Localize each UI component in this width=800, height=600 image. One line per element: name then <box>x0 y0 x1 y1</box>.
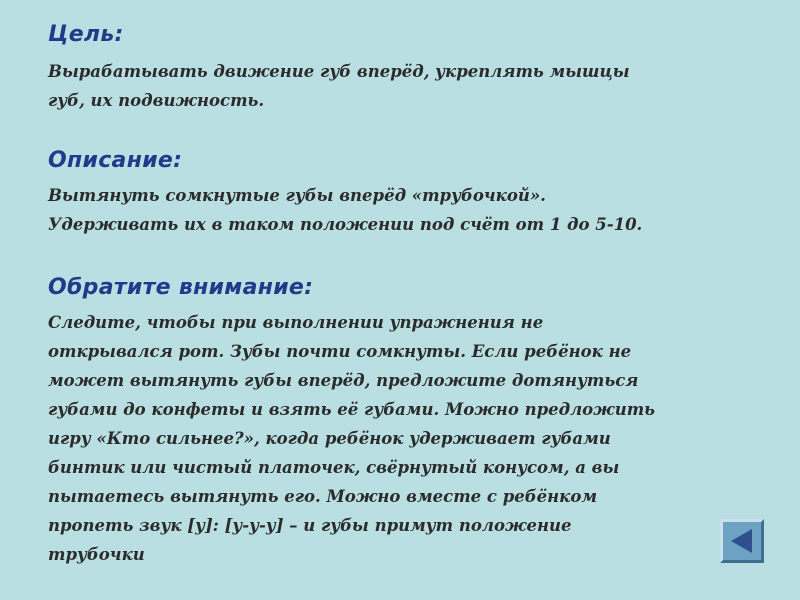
goal-text <box>48 57 748 115</box>
goal-line: губ, их подвижность. <box>48 91 265 110</box>
description-line: Вытянуть сомкнутые губы вперёд «трубочкой». <box>48 186 546 205</box>
description-line: Удерживать их в таком положении под счёт от 1 до 5-10. <box>48 215 643 234</box>
attention-line: Следите, чтобы при выполнении упражнения не <box>48 313 544 332</box>
attention-line: трубочки <box>48 545 145 564</box>
attention-line: губами до конфеты и взять её губами. Можно предложить <box>48 400 656 419</box>
attention-line: пропеть звук [у]: [у-у-у] – и губы примут положение <box>48 516 572 535</box>
attention-line: игру «Кто сильнее?», когда ребёнок удерживает губами <box>48 429 611 448</box>
attention-heading: Обратите внимание: <box>48 275 314 300</box>
attention-line: открывался рот. Зубы почти сомкнуты. Если ребёнок не <box>48 342 632 361</box>
goal-heading: Цель: <box>48 22 124 47</box>
triangle-left-icon <box>727 526 757 556</box>
attention-line: пытаетесь вытянуть его. Можно вместе с ребёнком <box>48 487 598 506</box>
attention-line: бинтик или чистый платочек, свёрнутый конусом, а вы <box>48 458 620 477</box>
attention-text <box>48 308 748 569</box>
description-heading: Описание: <box>48 148 183 173</box>
attention-line: может вытянуть губы вперёд, предложите дотянуться <box>48 371 639 390</box>
goal-line: Вырабатывать движение губ вперёд, укреплять мышцы <box>48 62 630 81</box>
description-text <box>48 181 748 239</box>
back-button[interactable] <box>720 519 764 563</box>
